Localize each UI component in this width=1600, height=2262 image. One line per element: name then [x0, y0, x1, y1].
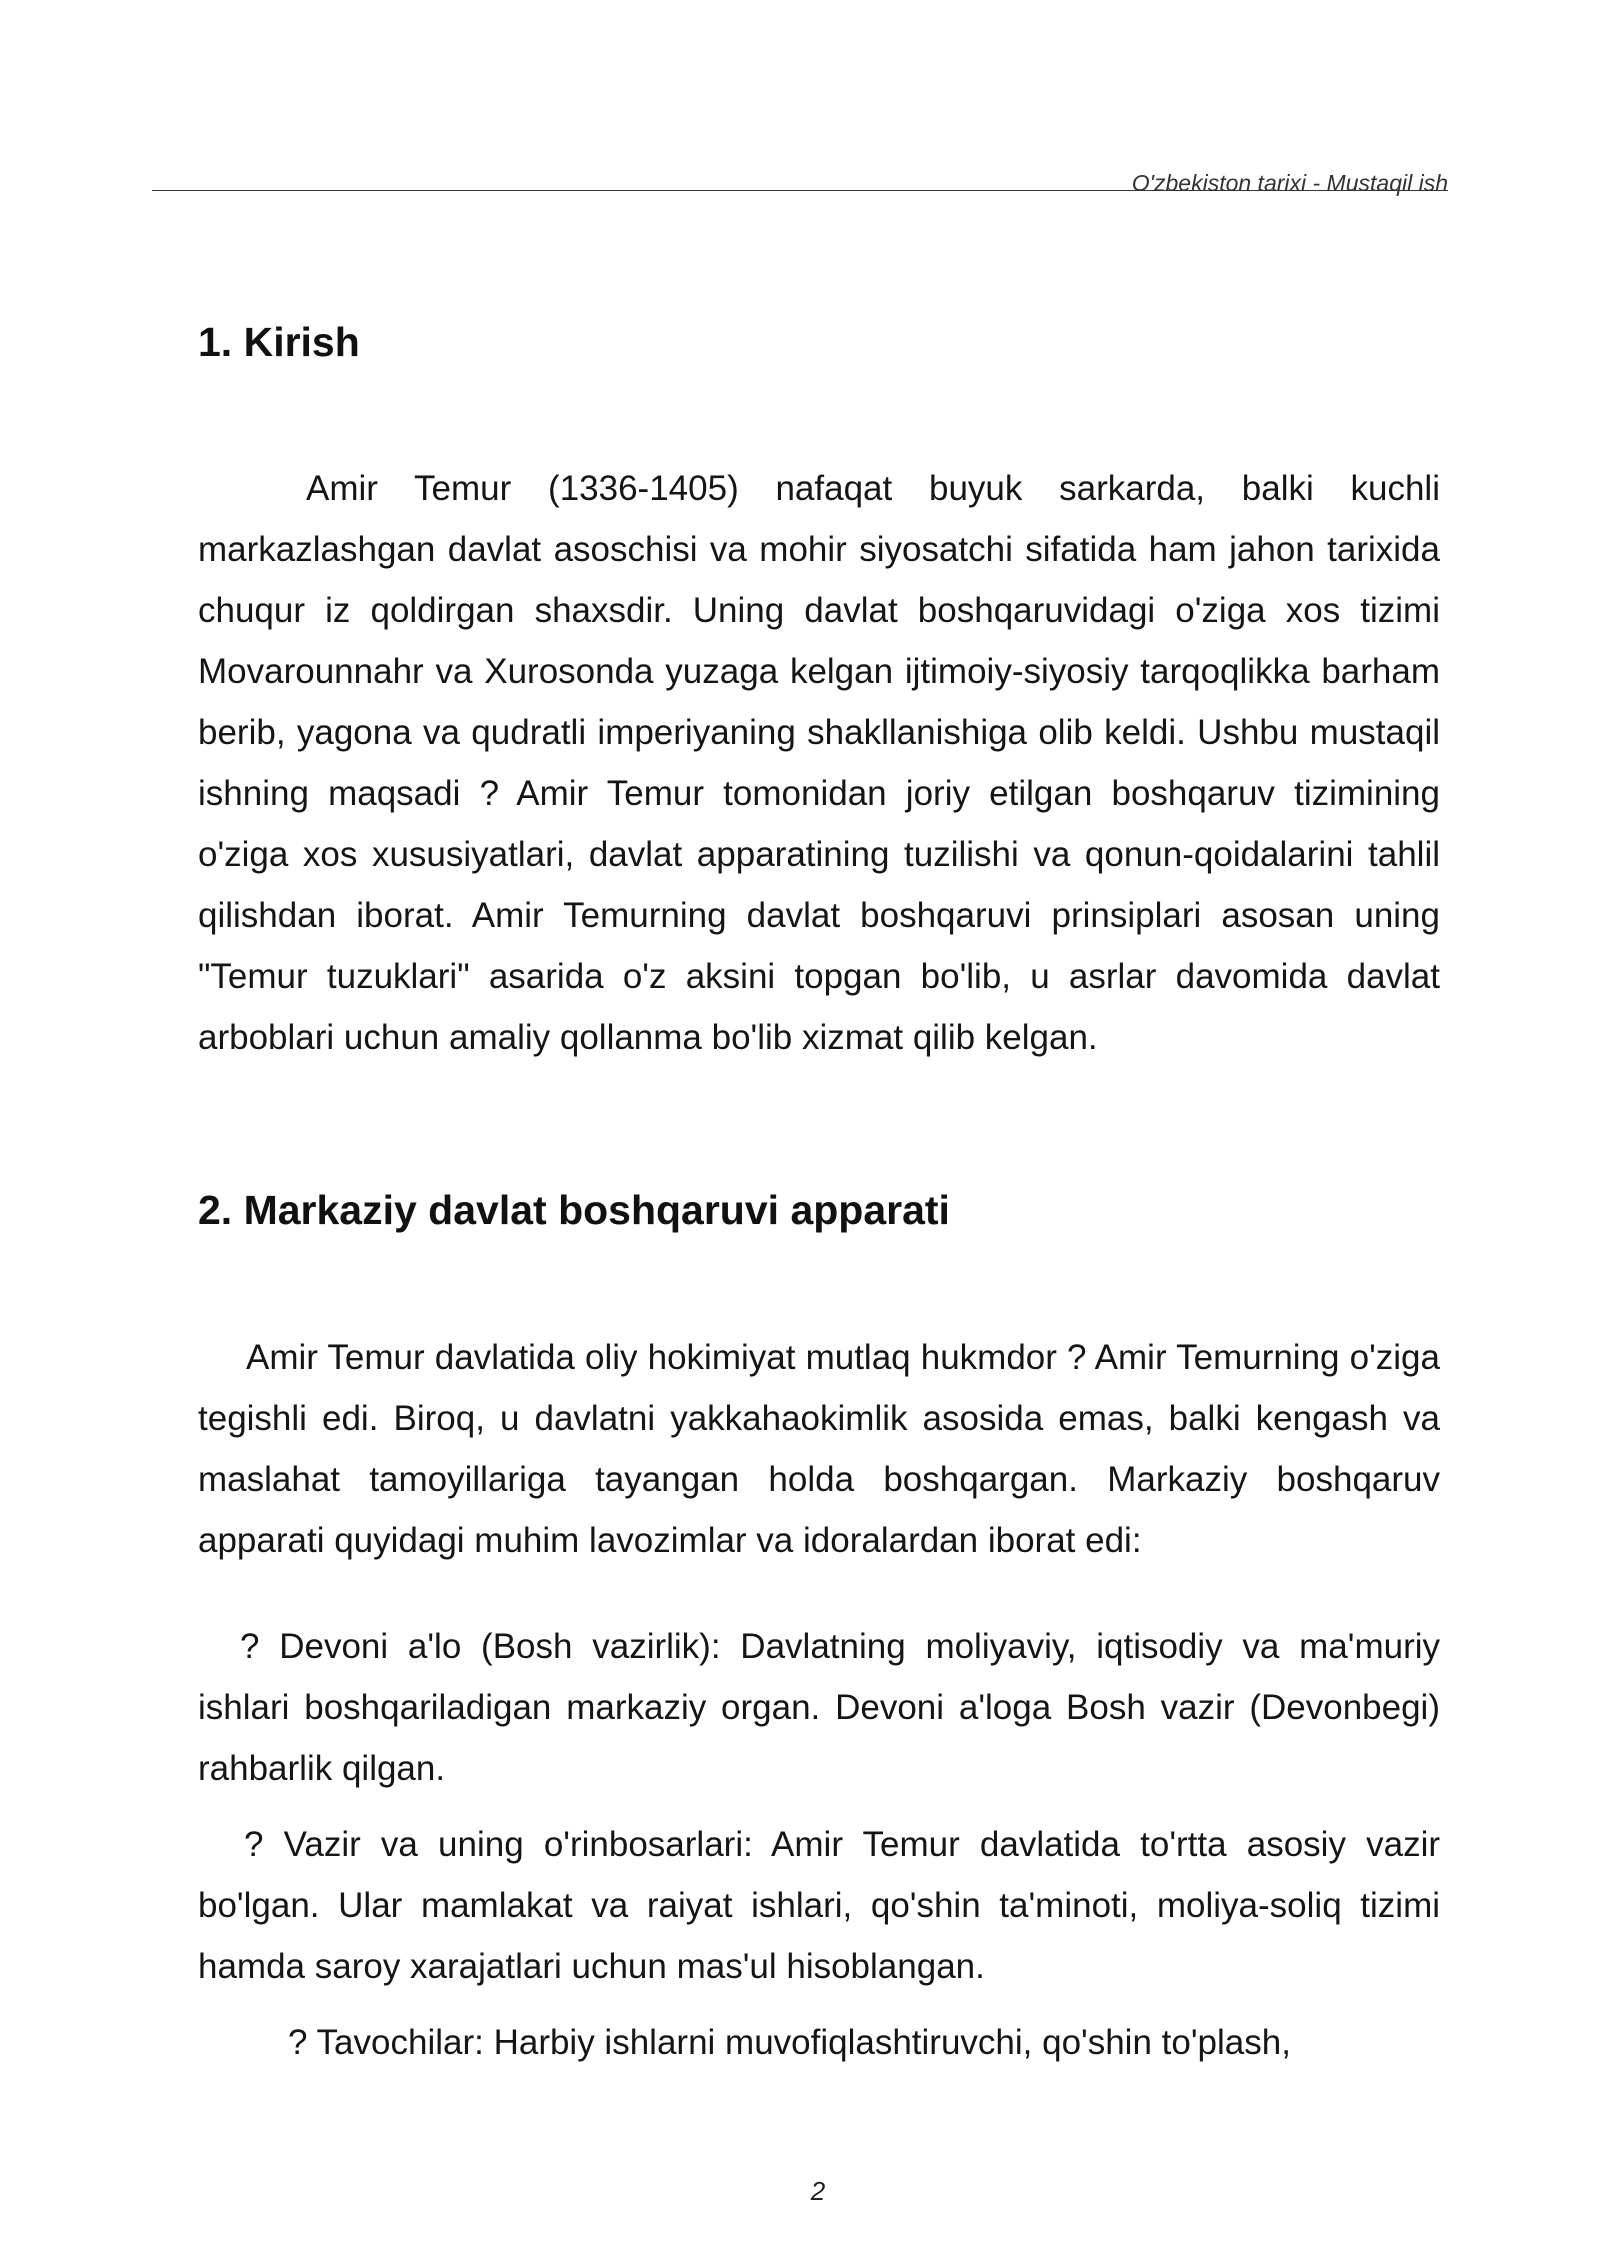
header-rule [152, 190, 1448, 191]
section-heading-markaziy: 2. Markaziy davlat boshqaruvi apparati [198, 1187, 950, 1233]
list-item-tavochilar: ? Tavochilar: Harbiy ishlarni muvofiqlashtiruvchi, qo'shin to'plash, [288, 2023, 1291, 2062]
list-item-devoni-alo: ? Devoni a'lo (Bosh vazirlik): Davlatning moliyaviy, iqtisodiy va ma'muriy ishlari boshqariladigan markaziy organ. Devoni a'loga Bosh vazir (Devonbegi) rahbarlik qilgan. [198, 1627, 1440, 1788]
running-header: O'zbekiston tarixi - Mustaqil ish [1131, 170, 1448, 196]
list-item-vazir: ? Vazir va uning o'rinbosarlari: Amir Temur davlatida to'rtta asosiy vazir bo'lgan. Ular mamlakat va raiyat ishlari, qo'shin ta'minoti, moliya-soliq tizimi hamda saroy xarajatlari uchun mas'ul hisoblangan. [198, 1825, 1440, 1986]
section-heading-kirish: 1. Kirish [198, 319, 360, 365]
central-admin-paragraph: Amir Temur davlatida oliy hokimiyat mutlaq hukmdor ? Amir Temurning o'ziga tegishli edi. Biroq, u davlatni yakkahaokimlik asosida emas, balki kengash va maslahat tamoyillariga tayangan holda boshqargan. Markaziy boshqaruv apparati quyidagi muhim lavozimlar va idoralardan iborat edi: [198, 1338, 1440, 1560]
intro-paragraph: Amir Temur (1336-1405) nafaqat buyuk sarkarda, balki kuchli markazlashgan davlat asoschisi va mohir siyosatchi sifatida ham jahon tarixida chuqur iz qoldirgan shaxsdir. Uning davlat boshqaruvidagi o'ziga xos tizimi Movarounnahr va Xurosonda yuzaga kelgan ijtimoiy-siyosiy tarqoqlikka barham berib, yagona va qudratli imperiyaning shakllanishiga olib keldi. Ushbu mustaqil ishning maqsadi ? Amir Temur tomonidan joriy etilgan boshqaruv tizimining o'ziga xos xususiyatlari, davlat apparatining tuzilishi va qonun-qoidalarini tahlil qilishdan iborat. Amir Temurning davlat boshqaruvi prinsiplari asosan uning "Temur tuzuklari" asarida o'z aksini topgan bo'lib, u asrlar davomida davlat arboblari uchun amaliy qollanma bo'lib xizmat qilib kelgan. [198, 469, 1440, 1057]
page-number: 2 [810, 2176, 826, 2206]
